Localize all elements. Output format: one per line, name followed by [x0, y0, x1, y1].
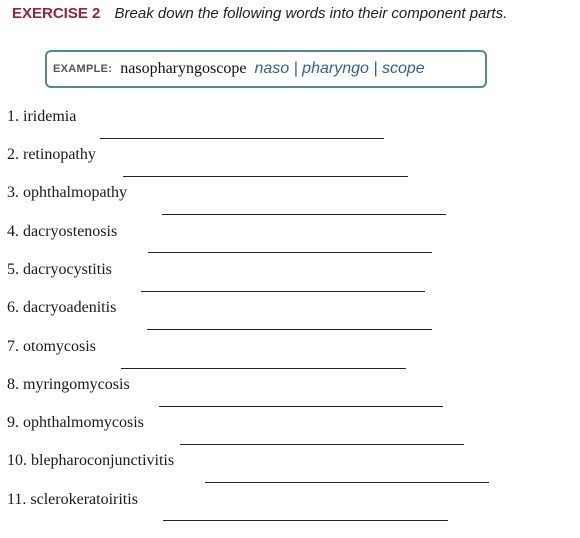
answer-line-10[interactable]: [205, 482, 489, 483]
item-label: 2. retinopathy: [7, 146, 96, 163]
answer-line-9[interactable]: [180, 444, 464, 445]
item-label: 3. ophthalmopathy: [7, 184, 127, 201]
exercise-instruction: Break down the following words into their component parts.: [114, 5, 508, 22]
example-tag: EXAMPLE:: [53, 63, 113, 75]
answer-line-7[interactable]: [121, 368, 406, 369]
answer-line-5[interactable]: [141, 291, 425, 292]
item-label: 6. dacryoadenitis: [7, 299, 117, 316]
item-label: 1. iridemia: [7, 108, 77, 125]
item-label: 9. ophthalmomycosis: [7, 414, 144, 431]
item-label: 8. myringomycosis: [7, 376, 130, 393]
item-label: 7. otomycosis: [7, 338, 96, 355]
exercise-header: [12, 5, 507, 22]
answer-line-1[interactable]: [100, 138, 384, 139]
answer-line-11[interactable]: [163, 520, 448, 521]
exercise-number: EXERCISE 2: [12, 5, 101, 22]
answer-line-2[interactable]: [123, 176, 408, 177]
item-label: 4. dacryostenosis: [7, 223, 118, 240]
answer-line-6[interactable]: [147, 329, 432, 330]
example-box: [45, 50, 487, 88]
answer-line-8[interactable]: [159, 406, 443, 407]
answer-line-4[interactable]: [148, 252, 432, 253]
item-label: 5. dacryocystitis: [7, 261, 112, 278]
example-word: nasopharyngoscope: [120, 60, 247, 77]
item-label: 10. blepharoconjunctivitis: [7, 452, 175, 469]
answer-line-3[interactable]: [162, 214, 446, 215]
example-answer: naso | pharyngo | scope: [254, 60, 425, 77]
item-label: 11. sclerokeratoiritis: [7, 491, 138, 508]
